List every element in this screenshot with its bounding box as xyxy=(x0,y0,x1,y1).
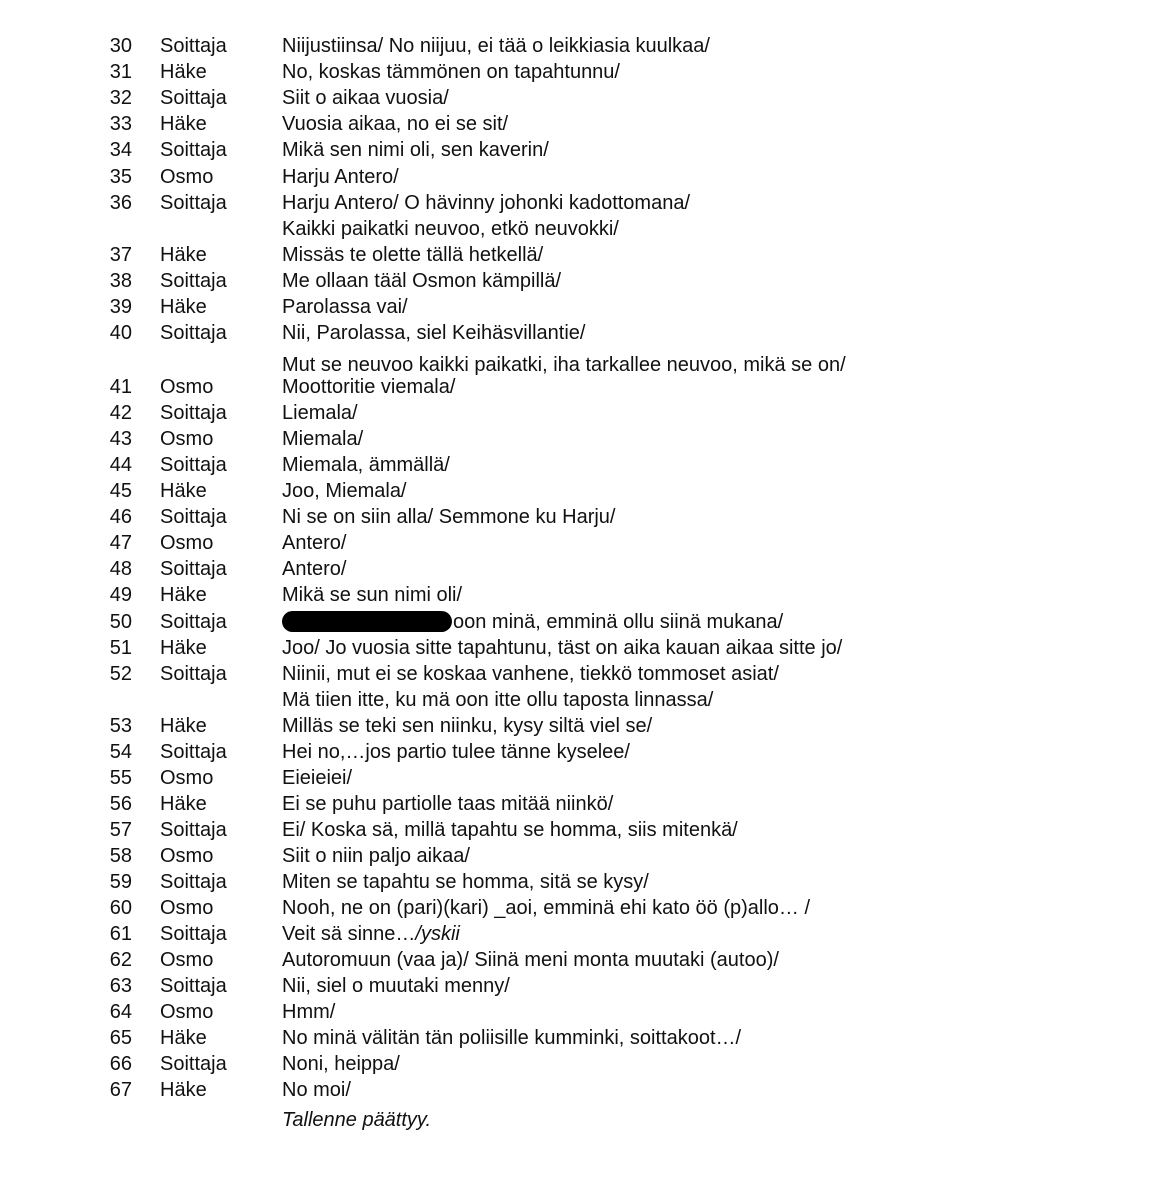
transcript-row xyxy=(0,85,1160,111)
utterance xyxy=(282,294,408,320)
utterance-text: Miemala, ämmällä/ xyxy=(282,454,450,476)
utterance-text: Veit sä sinne… xyxy=(282,923,416,945)
utterance-text: Mikä se sun nimi oli/ xyxy=(282,584,463,606)
utterance-text: Mikä sen nimi oli, sen kaverin/ xyxy=(282,139,549,161)
utterance-text: No minä välitän tän poliisille kumminki, soittakoot…/ xyxy=(282,1027,742,1049)
speaker-name: Soittaja xyxy=(160,741,227,763)
speaker-name: Häke xyxy=(160,296,207,318)
transcript-row xyxy=(0,999,1160,1025)
utterance-text: Ei se puhu partiolle taas mitää niinkö/ xyxy=(282,793,614,815)
transcript-row xyxy=(0,504,1160,530)
speaker-name: Häke xyxy=(160,637,207,659)
transcript-row xyxy=(0,713,1160,739)
speaker-name: Osmo xyxy=(160,166,214,188)
transcript-row xyxy=(0,843,1160,869)
line-number: 43 xyxy=(109,428,132,450)
line-number: 56 xyxy=(109,793,132,815)
transcript-row xyxy=(0,268,1160,294)
line-number: 45 xyxy=(109,480,132,502)
utterance-annotation: Tallenne päättyy. xyxy=(282,1109,431,1131)
transcript-row xyxy=(0,374,1160,400)
transcript-row xyxy=(0,242,1160,268)
utterance xyxy=(282,530,346,556)
transcript-row xyxy=(0,765,1160,791)
speaker-name: Häke xyxy=(160,715,207,737)
speaker-name: Soittaja xyxy=(160,402,227,424)
utterance xyxy=(282,973,510,999)
line-number: 46 xyxy=(109,506,132,528)
utterance-text: Harju Antero/ xyxy=(282,166,399,188)
utterance xyxy=(282,921,460,947)
transcript-row xyxy=(0,609,1160,635)
transcript-row xyxy=(0,400,1160,426)
utterance xyxy=(282,999,335,1025)
line-number: 35 xyxy=(109,166,132,188)
speaker-name: Osmo xyxy=(160,376,214,398)
line-number: 64 xyxy=(109,1001,132,1023)
line-number: 33 xyxy=(109,113,132,135)
speaker-name: Häke xyxy=(160,1027,207,1049)
utterance xyxy=(282,59,620,85)
line-number: 65 xyxy=(109,1027,132,1049)
line-number: 42 xyxy=(109,402,132,424)
utterance-text: Hmm/ xyxy=(282,1001,336,1023)
line-number: 63 xyxy=(109,975,132,997)
utterance-text: No, koskas tämmönen on tapahtunnu/ xyxy=(282,61,620,83)
utterance xyxy=(282,137,549,163)
utterance-text: Miemala/ xyxy=(282,428,364,450)
speaker-name: Soittaja xyxy=(160,1053,227,1075)
utterance-text: Vuosia aikaa, no ei se sit/ xyxy=(282,113,509,135)
utterance xyxy=(282,216,619,242)
utterance xyxy=(282,1107,431,1133)
transcript-row xyxy=(0,111,1160,137)
line-number: 58 xyxy=(109,845,132,867)
speaker-name: Soittaja xyxy=(160,871,227,893)
transcript-row xyxy=(0,164,1160,190)
transcript-row xyxy=(0,530,1160,556)
utterance xyxy=(282,869,649,895)
transcript-row xyxy=(0,973,1160,999)
transcript-row xyxy=(0,216,1160,242)
utterance xyxy=(282,582,462,608)
utterance-text: Siit o aikaa vuosia/ xyxy=(282,87,449,109)
line-number: 41 xyxy=(109,376,132,398)
utterance xyxy=(282,242,543,268)
utterance xyxy=(282,687,713,713)
utterance xyxy=(282,111,508,137)
utterance xyxy=(282,400,358,426)
line-number: 53 xyxy=(109,715,132,737)
speaker-name: Soittaja xyxy=(160,454,227,476)
utterance xyxy=(282,1025,741,1051)
speaker-name: Soittaja xyxy=(160,506,227,528)
utterance-text: Joo/ Jo vuosia sitte tapahtunu, täst on aika kauan aikaa sitte jo/ xyxy=(282,637,843,659)
speaker-name: Soittaja xyxy=(160,87,227,109)
speaker-name: Osmo xyxy=(160,1001,214,1023)
utterance-text: Niinii, mut ei se koskaa vanhene, tiekkö tommoset asiat/ xyxy=(282,663,779,685)
utterance-text: Autoromuun (vaa ja)/ Siinä meni monta muutaki (autoo)/ xyxy=(282,949,779,971)
speaker-name: Osmo xyxy=(160,428,214,450)
utterance-text: Antero/ xyxy=(282,558,347,580)
utterance xyxy=(282,478,407,504)
utterance xyxy=(282,190,690,216)
speaker-name: Häke xyxy=(160,584,207,606)
utterance xyxy=(282,713,652,739)
line-number: 51 xyxy=(109,637,132,659)
speaker-name: Soittaja xyxy=(160,35,227,57)
utterance xyxy=(282,556,346,582)
utterance-text: Joo, Miemala/ xyxy=(282,480,407,502)
utterance-text: Noni, heippa/ xyxy=(282,1053,400,1075)
utterance-text: Ei/ Koska sä, millä tapahtu se homma, siis mitenkä/ xyxy=(282,819,738,841)
utterance-annotation: /yskii xyxy=(415,923,460,945)
transcript-row xyxy=(0,687,1160,713)
utterance xyxy=(282,85,449,111)
line-number: 36 xyxy=(109,192,132,214)
transcript-row xyxy=(0,137,1160,163)
transcript-row xyxy=(0,895,1160,921)
utterance xyxy=(282,843,470,869)
line-number: 44 xyxy=(109,454,132,476)
utterance xyxy=(282,661,779,687)
transcript-row xyxy=(0,791,1160,817)
utterance xyxy=(282,164,399,190)
utterance-text: Milläs se teki sen niinku, kysy siltä viel se/ xyxy=(282,715,653,737)
transcript-row xyxy=(0,556,1160,582)
line-number: 55 xyxy=(109,767,132,789)
utterance-text: Parolassa vai/ xyxy=(282,296,408,318)
transcript-row xyxy=(0,739,1160,765)
transcript-row xyxy=(0,1077,1160,1103)
transcript-row xyxy=(0,478,1160,504)
line-number: 49 xyxy=(109,584,132,606)
transcript-row xyxy=(0,294,1160,320)
transcript-row xyxy=(0,1051,1160,1077)
utterance-text: Niijustiinsa/ No niijuu, ei tää o leikkiasia kuulkaa/ xyxy=(282,35,710,57)
utterance-text: Nooh, ne on (pari)(kari) _aoi, emminä ehi kato öö (p)allo… / xyxy=(282,897,811,919)
utterance xyxy=(282,1051,400,1077)
utterance-text: Hei no,…jos partio tulee tänne kyselee/ xyxy=(282,741,630,763)
redaction-bar xyxy=(282,611,452,632)
speaker-name: Osmo xyxy=(160,949,214,971)
speaker-name: Osmo xyxy=(160,845,214,867)
utterance-text: Siit o niin paljo aikaa/ xyxy=(282,845,470,867)
line-number: 57 xyxy=(109,819,132,841)
line-number: 37 xyxy=(109,244,132,266)
utterance-text: Moottoritie viemala/ xyxy=(282,376,456,398)
speaker-name: Häke xyxy=(160,113,207,135)
utterance-text: oon minä, emminä ollu siinä mukana/ xyxy=(453,611,784,633)
utterance xyxy=(282,1077,351,1103)
speaker-name: Häke xyxy=(160,244,207,266)
speaker-name: Häke xyxy=(160,793,207,815)
speaker-name: Soittaja xyxy=(160,270,227,292)
utterance xyxy=(282,320,585,346)
line-number: 54 xyxy=(109,741,132,763)
speaker-name: Soittaja xyxy=(160,975,227,997)
speaker-name: Soittaja xyxy=(160,139,227,161)
transcript-row xyxy=(0,582,1160,608)
speaker-name: Soittaja xyxy=(160,611,227,633)
line-number: 39 xyxy=(109,296,132,318)
transcript-row xyxy=(0,661,1160,687)
transcript-row xyxy=(0,817,1160,843)
utterance-text: No moi/ xyxy=(282,1079,351,1101)
utterance xyxy=(282,947,779,973)
line-number: 30 xyxy=(109,35,132,57)
utterance-text: Kaikki paikatki neuvoo, etkö neuvokki/ xyxy=(282,218,619,240)
utterance-text: Ni se on siin alla/ Semmone ku Harju/ xyxy=(282,506,616,528)
utterance-text: Mut se neuvoo kaikki paikatki, iha tarkallee neuvoo, mikä se on/ xyxy=(282,354,846,376)
utterance xyxy=(282,817,738,843)
utterance-text: Me ollaan tääl Osmon kämpillä/ xyxy=(282,270,562,292)
line-number: 60 xyxy=(109,897,132,919)
utterance xyxy=(282,374,455,400)
speaker-name: Soittaja xyxy=(160,923,227,945)
utterance xyxy=(282,268,561,294)
transcript-row xyxy=(0,635,1160,661)
transcript-row xyxy=(0,1025,1160,1051)
line-number: 40 xyxy=(109,322,132,344)
utterance xyxy=(282,791,613,817)
speaker-name: Häke xyxy=(160,480,207,502)
utterance xyxy=(282,635,842,661)
utterance xyxy=(282,609,783,635)
utterance xyxy=(282,765,352,791)
transcript-row xyxy=(0,320,1160,346)
transcript-row xyxy=(0,1107,1160,1133)
utterance-text: Harju Antero/ O hävinny johonki kadottomana/ xyxy=(282,192,691,214)
utterance-text: Nii, siel o muutaki menny/ xyxy=(282,975,510,997)
utterance xyxy=(282,426,363,452)
speaker-name: Osmo xyxy=(160,897,214,919)
transcript-row xyxy=(0,33,1160,59)
speaker-name: Osmo xyxy=(160,532,214,554)
speaker-name: Soittaja xyxy=(160,558,227,580)
line-number: 48 xyxy=(109,558,132,580)
transcript-row xyxy=(0,869,1160,895)
speaker-name: Soittaja xyxy=(160,663,227,685)
utterance xyxy=(282,504,615,530)
line-number: 62 xyxy=(109,949,132,971)
line-number: 47 xyxy=(109,532,132,554)
transcript-row xyxy=(0,59,1160,85)
utterance-text: Eieieiei/ xyxy=(282,767,353,789)
utterance xyxy=(282,452,450,478)
line-number: 32 xyxy=(109,87,132,109)
speaker-name: Osmo xyxy=(160,767,214,789)
line-number: 31 xyxy=(109,61,132,83)
line-number: 66 xyxy=(109,1053,132,1075)
speaker-name: Soittaja xyxy=(160,322,227,344)
speaker-name: Häke xyxy=(160,61,207,83)
line-number: 67 xyxy=(109,1079,132,1101)
line-number: 50 xyxy=(109,611,132,633)
transcript-row xyxy=(0,921,1160,947)
utterance-text: Mä tiien itte, ku mä oon itte ollu taposta linnassa/ xyxy=(282,689,714,711)
line-number: 59 xyxy=(109,871,132,893)
utterance-text: Missäs te olette tällä hetkellä/ xyxy=(282,244,544,266)
line-number: 61 xyxy=(109,923,132,945)
utterance xyxy=(282,895,810,921)
speaker-name: Soittaja xyxy=(160,192,227,214)
utterance-text: Nii, Parolassa, siel Keihäsvillantie/ xyxy=(282,322,586,344)
utterance-text: Antero/ xyxy=(282,532,347,554)
speaker-name: Häke xyxy=(160,1079,207,1101)
transcript-row xyxy=(0,452,1160,478)
line-number: 52 xyxy=(109,663,132,685)
speaker-name: Soittaja xyxy=(160,819,227,841)
utterance xyxy=(282,33,710,59)
line-number: 38 xyxy=(109,270,132,292)
line-number: 34 xyxy=(109,139,132,161)
utterance xyxy=(282,739,630,765)
transcript-row xyxy=(0,947,1160,973)
transcript-row xyxy=(0,426,1160,452)
utterance-text: Liemala/ xyxy=(282,402,358,424)
utterance-text: Miten se tapahtu se homma, sitä se kysy/ xyxy=(282,871,649,893)
transcript-row xyxy=(0,190,1160,216)
